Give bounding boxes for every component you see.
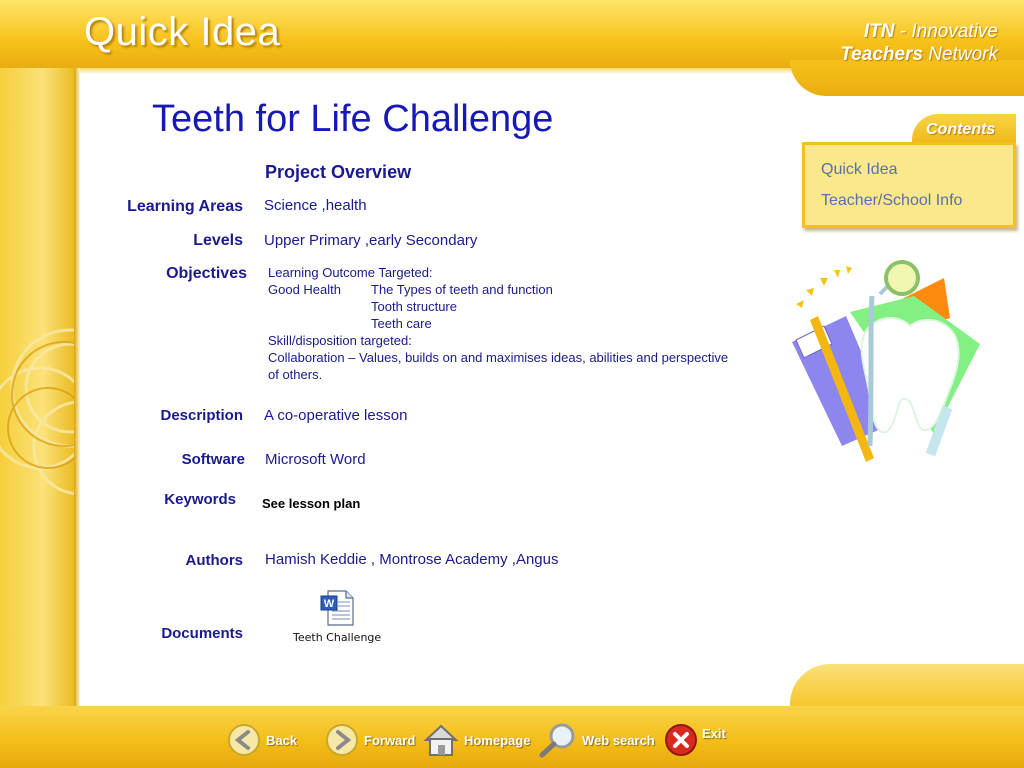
contents-item-teacher-school-info[interactable]: Teacher/School Info <box>821 192 963 209</box>
document-file-name[interactable]: Teeth Challenge <box>293 631 382 644</box>
tooth-toothbrush-clipart-icon <box>784 256 984 468</box>
back-label: Back <box>266 732 298 748</box>
keywords-label: Keywords <box>164 491 236 508</box>
rings-decoration-icon <box>0 68 78 708</box>
learning-areas-value: Science ,health <box>264 197 367 214</box>
back-arrow-icon <box>226 722 262 758</box>
svg-text:W: W <box>323 598 335 610</box>
exit-label: Exit <box>702 725 726 741</box>
left-decorative-bar <box>0 68 78 708</box>
documents-label: Documents <box>161 625 243 642</box>
brand-network: Network <box>923 44 998 65</box>
page-title: Teeth for Life Challenge <box>152 98 554 140</box>
levels-label: Levels <box>193 232 243 249</box>
left-bar-edge <box>74 68 80 708</box>
objectives-line-1: Learning Outcome Targeted: <box>268 265 433 280</box>
header-shadow <box>0 68 800 74</box>
forward-label: Forward <box>364 732 416 748</box>
contents-item-quick-idea[interactable]: Quick Idea <box>821 161 898 178</box>
objectives-line-6: Collaboration – Values, builds on and maximises ideas, abilities and perspective <box>268 350 729 365</box>
brand-logo <box>840 20 998 66</box>
app-title: Quick Idea <box>84 10 281 54</box>
exit-button[interactable] <box>664 722 726 758</box>
objectives-label: Objectives <box>166 265 247 282</box>
levels-value: Upper Primary ,early Secondary <box>264 232 478 249</box>
objectives-line-2b: The Types of teeth and function <box>371 282 553 297</box>
description-label: Description <box>160 407 243 424</box>
web-search-label: Web search <box>582 732 655 748</box>
contents-label: Contents <box>926 121 996 138</box>
exit-x-icon <box>664 722 698 758</box>
web-search-button[interactable] <box>538 722 655 758</box>
magnifier-search-icon <box>538 722 578 758</box>
keywords-value: See lesson plan <box>262 496 361 511</box>
contents-panel <box>802 142 1016 228</box>
objectives-line-4: Teeth care <box>371 316 432 331</box>
brand-itn: ITN <box>863 21 895 42</box>
forward-button[interactable] <box>324 722 415 758</box>
learning-areas-label: Learning Areas <box>127 198 243 215</box>
homepage-button[interactable] <box>422 722 530 758</box>
objectives-line-3: Tooth structure <box>371 299 457 314</box>
word-document-icon[interactable] <box>320 590 354 626</box>
description-value: A co-operative lesson <box>264 407 408 424</box>
objectives-line-7: of others. <box>268 367 323 382</box>
objectives-line-2a: Good Health <box>268 282 341 297</box>
authors-label: Authors <box>185 552 243 569</box>
objectives-line-5: Skill/disposition targeted: <box>268 333 412 348</box>
software-label: Software <box>181 451 245 468</box>
project-overview-heading: Project Overview <box>265 162 412 182</box>
homepage-label: Homepage <box>464 732 531 748</box>
brand-teachers: Teachers <box>840 44 924 65</box>
software-value: Microsoft Word <box>265 451 366 468</box>
forward-arrow-icon <box>324 722 360 758</box>
back-button[interactable] <box>226 722 297 758</box>
brand-innovative: - Innovative <box>894 21 998 42</box>
home-icon <box>422 722 460 758</box>
authors-value: Hamish Keddie , Montrose Academy ,Angus <box>265 551 559 568</box>
